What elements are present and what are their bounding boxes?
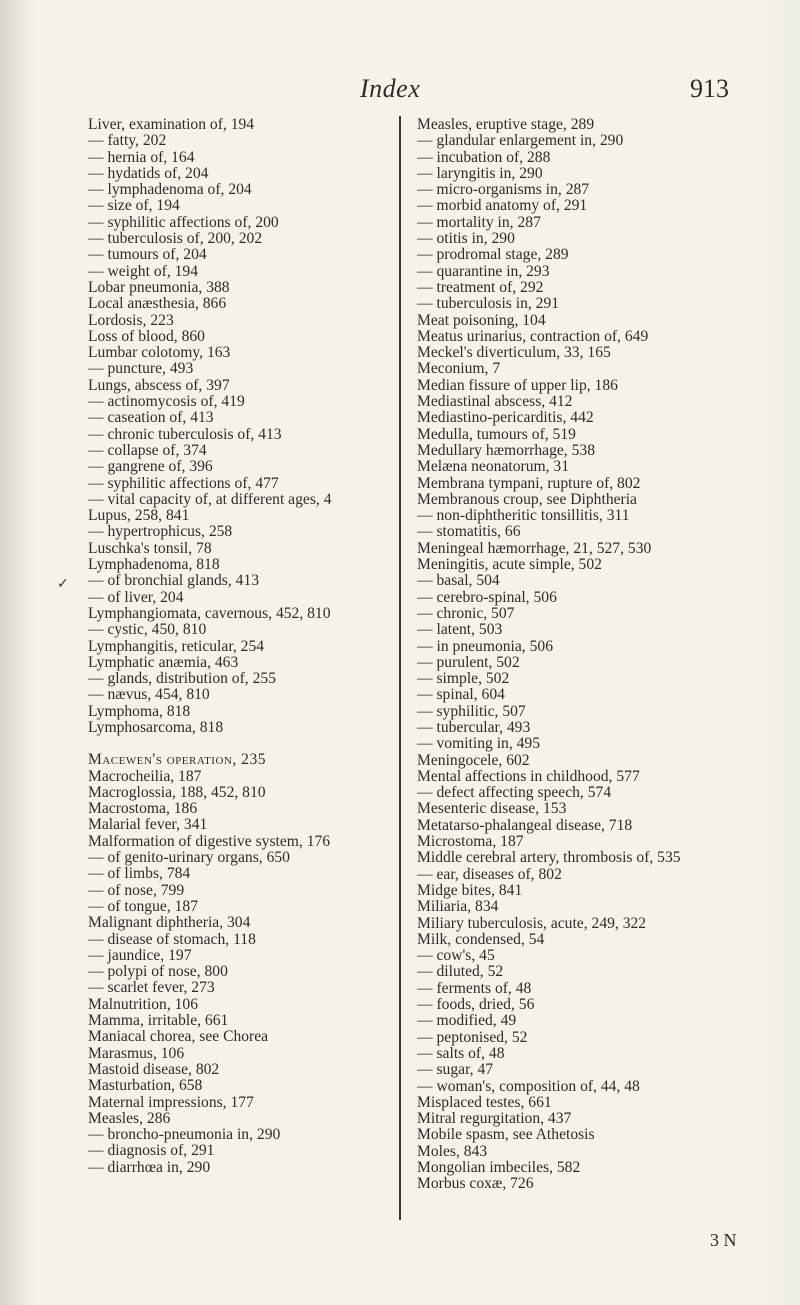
- index-entry: — foods, dried, 56: [417, 996, 535, 1014]
- index-entry: Meckel's diverticulum, 33, 165: [417, 344, 611, 362]
- index-entry: — tuberculosis of, 200, 202: [88, 230, 263, 248]
- index-entry: — latent, 503: [417, 621, 503, 639]
- index-entry: — of bronchial glands, 413: [88, 572, 260, 590]
- index-entry: Meningocele, 602: [417, 751, 530, 769]
- index-entry: Local anæsthesia, 866: [88, 295, 227, 313]
- index-entry: — simple, 502: [417, 670, 510, 688]
- index-entry: Measles, 286: [88, 1109, 171, 1127]
- index-entry: — syphilitic, 507: [417, 702, 526, 720]
- index-entry: Mitral regurgitation, 437: [417, 1110, 572, 1128]
- index-entry: Macroglossia, 188, 452, 810: [88, 783, 266, 801]
- index-entry: Meningeal hæmorrhage, 21, 527, 530: [417, 539, 652, 557]
- index-entry: — gangrene of, 396: [88, 458, 213, 476]
- index-entry: — jaundice, 197: [88, 946, 192, 964]
- index-entry: Lumbar colotomy, 163: [88, 344, 231, 362]
- index-entry: Mediastinal abscess, 412: [417, 393, 573, 411]
- index-entry: Midge bites, 841: [417, 881, 523, 899]
- index-entry: — laryngitis in, 290: [417, 164, 543, 182]
- index-entry: — scarlet fever, 273: [88, 979, 215, 997]
- index-entry: — purulent, 502: [417, 653, 520, 671]
- index-entry: Miliary tuberculosis, acute, 249, 322: [417, 914, 647, 932]
- page-spine-shadow: [0, 0, 30, 1305]
- index-entry: Medullary hæmorrhage, 538: [417, 441, 595, 459]
- index-entry: — prodromal stage, 289: [417, 246, 569, 264]
- index-entry: — vomiting in, 495: [417, 735, 541, 753]
- index-entry: Marasmus, 106: [88, 1044, 185, 1062]
- index-entry: — hypertrophicus, 258: [88, 523, 233, 541]
- index-entry: Lymphadenoma, 818: [88, 556, 220, 574]
- index-entry: Luschka's tonsil, 78: [88, 539, 212, 557]
- index-entry: — defect affecting speech, 574: [417, 784, 612, 802]
- index-entry: Moles, 843: [417, 1142, 488, 1160]
- index-entry: Loss of blood, 860: [88, 327, 205, 345]
- index-entry: Microstoma, 187: [417, 833, 524, 851]
- index-entry: — cerebro-spinal, 506: [417, 588, 557, 606]
- index-entry: Macrostoma, 186: [88, 800, 198, 818]
- index-entry: — nævus, 454, 810: [88, 686, 210, 704]
- index-entry: — chronic tuberculosis of, 413: [88, 425, 282, 443]
- index-entry: — caseation of, 413: [88, 409, 214, 427]
- index-entry: — basal, 504: [417, 572, 500, 590]
- column-divider: [399, 116, 401, 1220]
- index-entry: Lobar pneumonia, 388: [88, 278, 230, 296]
- index-entry: — glands, distribution of, 255: [88, 670, 276, 688]
- index-entry: — quarantine in, 293: [417, 262, 550, 280]
- index-entry: Maternal impressions, 177: [88, 1093, 254, 1111]
- index-entry: Mesenteric disease, 153: [417, 800, 567, 818]
- index-entry: — of nose, 799: [88, 881, 185, 899]
- index-entry: — incubation of, 288: [417, 148, 551, 166]
- index-entry: Lymphangitis, reticular, 254: [88, 637, 265, 655]
- index-entry: Maniacal chorea, see Chorea: [88, 1028, 269, 1046]
- index-entry: Malnutrition, 106: [88, 995, 199, 1013]
- index-entry: Median fissure of upper lip, 186: [417, 376, 618, 394]
- index-entry: — mortality in, 287: [417, 213, 541, 231]
- left-index-column: [88, 117, 398, 1176]
- index-entry: — diagnosis of, 291: [88, 1142, 215, 1160]
- index-entry: — size of, 194: [88, 197, 180, 215]
- index-entry: — cow's, 45: [417, 947, 495, 965]
- index-entry: — sugar, 47: [417, 1061, 494, 1079]
- index-entry: Mediastino-pericarditis, 442: [417, 409, 594, 427]
- index-entry: — diarrhœa in, 290: [88, 1158, 211, 1176]
- index-entry: Lungs, abscess of, 397: [88, 376, 230, 394]
- index-entry: — of limbs, 784: [88, 865, 191, 883]
- signature-mark: 3 N: [710, 1230, 737, 1250]
- index-entry: Morbus coxæ, 726: [417, 1175, 534, 1193]
- index-entry: — actinomycosis of, 419: [88, 393, 245, 411]
- index-entry: — of liver, 204: [88, 588, 184, 606]
- index-entry: — of genito-urinary organs, 650: [88, 849, 290, 867]
- index-entry: — otitis in, 290: [417, 230, 515, 248]
- index-entry: — of tongue, 187: [88, 897, 199, 915]
- index-entry: — ferments of, 48: [417, 979, 532, 997]
- page-title: Index: [360, 74, 421, 103]
- page-header: [0, 74, 800, 104]
- index-entry: Meconium, 7: [417, 360, 501, 378]
- index-entry: — diluted, 52: [417, 963, 504, 981]
- index-entry: Metatarso-phalangeal disease, 718: [417, 816, 633, 834]
- index-entry: — glandular enlargement in, 290: [417, 132, 624, 150]
- index-entry: — morbid anatomy of, 291: [417, 197, 588, 215]
- index-entry: — vital capacity of, at different ages, 4: [88, 490, 332, 508]
- right-index-column: [417, 117, 757, 1193]
- index-entry: Melæna neonatorum, 31: [417, 458, 570, 476]
- index-entry: — non-diphtheritic tonsillitis, 311: [417, 507, 630, 525]
- index-entry: — woman's, composition of, 44, 48: [417, 1077, 640, 1095]
- index-entry: Medulla, tumours of, 519: [417, 425, 576, 443]
- index-entry: — in pneumonia, 506: [417, 637, 553, 655]
- index-entry: Lupus, 258, 841: [88, 507, 190, 525]
- pencil-mark-icon: ✓: [57, 577, 69, 592]
- index-entry: Lordosis, 223: [88, 311, 174, 329]
- index-entry: Milk, condensed, 54: [417, 930, 545, 948]
- index-entry: — broncho-pneumonia in, 290: [88, 1126, 281, 1144]
- index-entry: Meatus urinarius, contraction of, 649: [417, 327, 649, 345]
- index-entry: Mental affections in childhood, 577: [417, 767, 640, 785]
- index-entry: Mastoid disease, 802: [88, 1060, 220, 1078]
- index-entry: Malignant diphtheria, 304: [88, 914, 251, 932]
- index-entry: — micro-organisms in, 287: [417, 181, 590, 199]
- index-entry: — spinal, 604: [417, 686, 505, 704]
- index-entry: Masturbation, 658: [88, 1077, 203, 1095]
- index-entry: — hydatids of, 204: [88, 164, 209, 182]
- index-entry: — syphilitic affections of, 477: [88, 474, 279, 492]
- index-entry: — modified, 49: [417, 1012, 517, 1030]
- index-entry: Liver, examination of, 194: [88, 116, 255, 133]
- index-entry: — weight of, 194: [88, 262, 199, 280]
- index-entry: Lymphoma, 818: [88, 702, 191, 720]
- index-entry: Lymphatic anæmia, 463: [88, 653, 239, 671]
- index-entry: Misplaced testes, 661: [417, 1093, 552, 1111]
- index-entry: Lymphosarcoma, 818: [88, 718, 224, 736]
- index-entry: — tubercular, 493: [417, 718, 531, 736]
- index-entry: Mamma, irritable, 661: [88, 1012, 229, 1030]
- index-entry: — collapse of, 374: [88, 441, 207, 459]
- index-entry: Mobile spasm, see Athetosis: [417, 1126, 595, 1144]
- index-entry: Middle cerebral artery, thrombosis of, 535: [417, 849, 681, 867]
- index-entry: — peptonised, 52: [417, 1028, 528, 1046]
- index-entry: — fatty, 202: [88, 132, 167, 150]
- index-entry: Macewen's operation, 235: [88, 751, 267, 769]
- index-entry: — stomatitis, 66: [417, 523, 521, 541]
- index-entry: Miliaria, 834: [417, 898, 499, 916]
- index-entry: — polypi of nose, 800: [88, 963, 228, 981]
- index-entry: Meningitis, acute simple, 502: [417, 556, 602, 574]
- index-entry: — treatment of, 292: [417, 278, 544, 296]
- index-entry: Measles, eruptive stage, 289: [417, 116, 595, 133]
- index-entry: Meat poisoning, 104: [417, 311, 546, 329]
- index-entry: — cystic, 450, 810: [88, 621, 207, 639]
- index-entry: — hernia of, 164: [88, 148, 195, 166]
- index-entry: — puncture, 493: [88, 360, 194, 378]
- index-entry: — tuberculosis in, 291: [417, 295, 560, 313]
- index-entry: — disease of stomach, 118: [88, 930, 256, 948]
- index-entry: — tumours of, 204: [88, 246, 207, 264]
- index-entry: — syphilitic affections of, 200: [88, 213, 279, 231]
- page-number: 913: [690, 74, 729, 103]
- index-entry: Malformation of digestive system, 176: [88, 832, 331, 850]
- index-entry: — chronic, 507: [417, 604, 515, 622]
- section-gap: [88, 736, 398, 752]
- index-entry: Lymphangiomata, cavernous, 452, 810: [88, 604, 331, 622]
- index-entry: Mongolian imbeciles, 582: [417, 1159, 581, 1176]
- index-entry: Macrocheilia, 187: [88, 767, 202, 785]
- index-entry: — salts of, 48: [417, 1044, 505, 1062]
- index-entry: Malarial fever, 341: [88, 816, 208, 834]
- index-entry: — lymphadenoma of, 204: [88, 181, 252, 199]
- index-entry: Membranous croup, see Diphtheria: [417, 490, 637, 508]
- index-entry: — ear, diseases of, 802: [417, 865, 562, 883]
- index-entry: Membrana tympani, rupture of, 802: [417, 474, 641, 492]
